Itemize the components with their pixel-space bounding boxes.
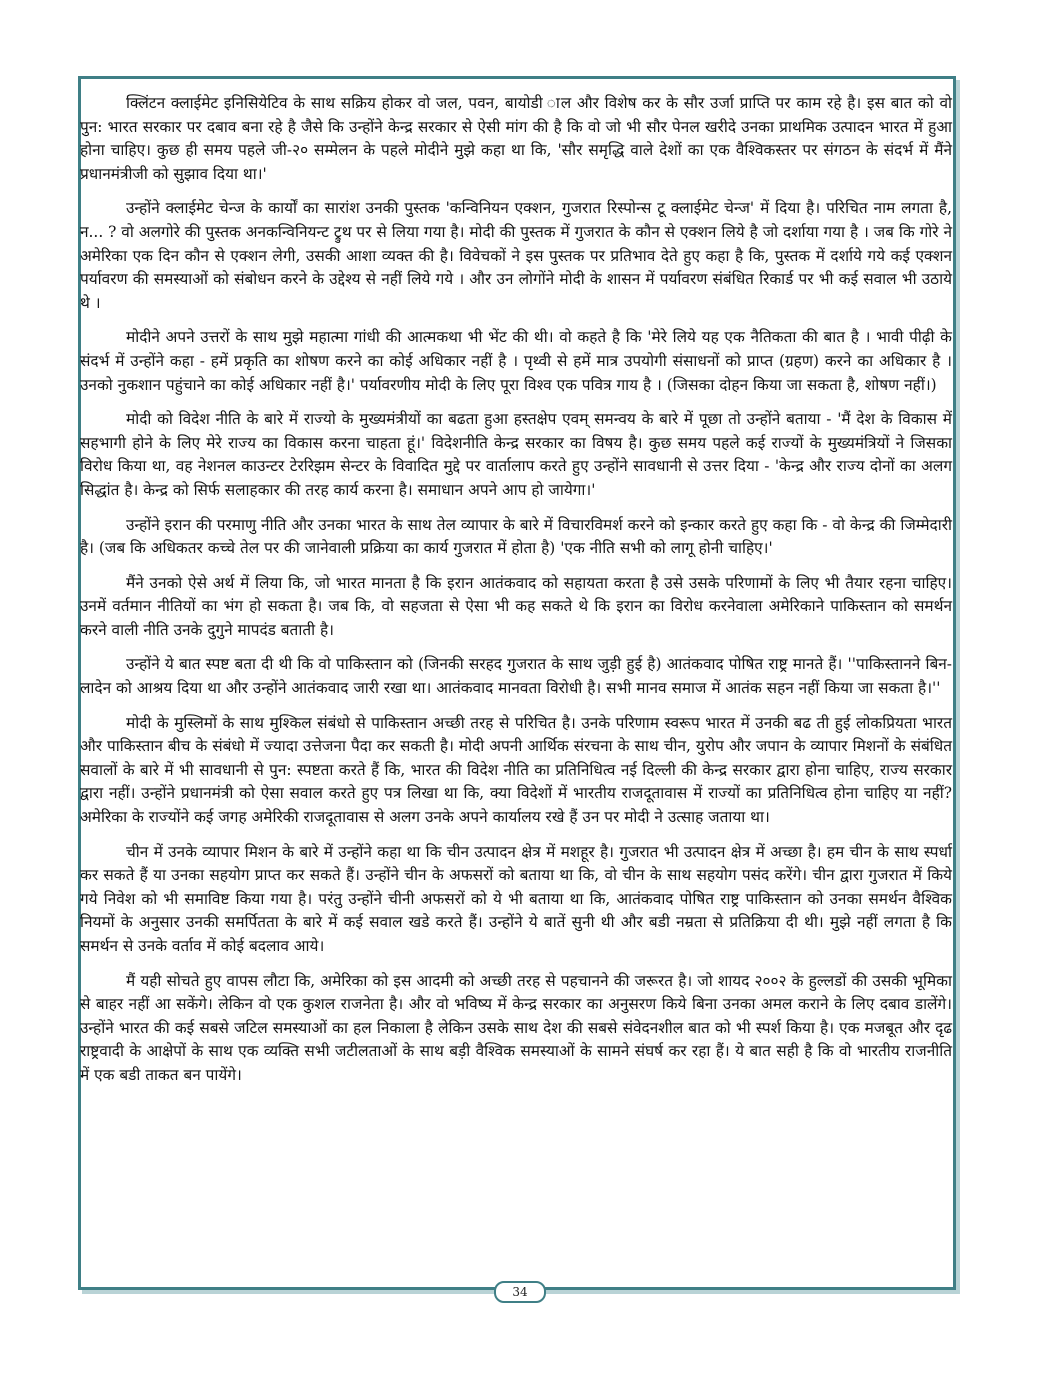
paragraph: मैंने उनको ऐसे अर्थ में लिया कि, जो भारत मानता है कि इरान आतंकवाद को सहायता करता है उसे उसके परिणामों के लिए भी तैयार रहना चाहिए। उनमें वर्तमान नीतियों का भंग हो सकता है। जब कि, वो सहजता से ऐसा भी कह सकते थे कि इरान का विरोध करनेवाला अमेरिकाने पाकिस्तान को समर्थन करने वाली नीति उनके दुगुने मापदंड बताती है।: [80, 573, 952, 639]
paragraph: उन्होंने इरान की परमाणु नीति और उनका भारत के साथ तेल व्यापार के बारे में विचारविमर्श करने को इन्कार करते हुए कहा कि - वो केन्द्र की जिम्मेदारी है। (जब कि अधिकतर कच्चे तेल पर की जानेवाली प्रक्रिया का कार्य गुजरात में होता है) 'एक नीति सभी को लागू होनी चाहिए।': [80, 515, 952, 558]
paragraph: मोदी को विदेश नीति के बारे में राज्यो के मुख्यमंत्रीयों का बढता हुआ हस्तक्षेप एवम् समन्वय के बारे में पूछा तो उन्होंने बताया - 'मैं देश के विकास में सहभागी होने के लिए मेरे राज्य का विकास करना चाहता हूं।' विदेशनीति केन्द्र सरकार का विषय है। कुछ समय पहले कई राज्यों के मुख्यमंत्रियों ने जिसका विरोध किया था, वह नेशनल काउन्टर टेररिझम सेन्टर के विवादित मुद्दे पर वार्तालाप करते हुए उन्होंने सावधानी से उत्तर दिया - 'केन्द्र और राज्य दोनों का अलग सिद्धांत है। केन्द्र को सिर्फ सलाहकार की तरह कार्य करना है। समाधान अपने आप हो जायेगा।': [80, 410, 952, 499]
paragraph: क्लिंटन क्लाईमेट इनिसियेटिव के साथ सक्रिय होकर वो जल, पवन, बायोडी ाल और विशेष कर के सौर उर्जा प्राप्ति पर काम रहे है। इस बात को वो पुन: भारत सरकार पर दबाव बना रहे है जैसे कि उन्होंने केन्द्र सरकार से ऐसी मांग की है कि वो जो भी सौर पेनल खरीदे उनका प्राथमिक उत्पादन भारत में हुआ होना चाहिए। कुछ ही समय पहले जी-२० सम्मेलन के पहले मोदीने मुझे कहा था कि, 'सौर समृद्धि वाले देशों का एक वैश्विकस्तर पर संगठन के संदर्भ में मैंने प्रधानमंत्रीजी को सुझाव दिया था।': [80, 94, 952, 183]
paragraph: चीन में उनके व्यापार मिशन के बारे में उन्होंने कहा था कि चीन उत्पादन क्षेत्र में मशहूर है। गुजरात भी उत्पादन क्षेत्र में अच्छा है। हम चीन के साथ स्पर्धा कर सकते हैं या उनका सहयोग प्राप्त कर सकते हैं। उन्होंने चीन के अफसरों को बताया था कि, वो चीन के साथ सहयोग पसंद करेंगे। चीन द्वारा गुजरात में किये गये निवेश को भी समाविष्ट किया गया है। परंतु उन्होंने चीनी अफसरों को ये भी बताया था कि, आतंकवाद पोषित राष्ट्र पाकिस्तान को उनका समर्थन वैश्विक नियमों के अनुसार उनकी समर्पितता के बारे में कई सवाल खडे करते हैं। उन्होंने ये बातें सुनी थी और बडी नम्रता से प्रतिक्रिया दी थी। मुझे नहीं लगता है कि समर्थन से उनके वर्ताव में कोई बदलाव आये।: [80, 842, 952, 955]
paragraph: मैं यही सोचते हुए वापस लौटा कि, अमेरिका को इस आदमी को अच्छी तरह से पहचानने की जरूरत है। जो शायद २००२ के हुल्लडों की उसकी भूमिका से बाहर नहीं आ सकेंगे। लेकिन वो एक कुशल राजनेता है। और वो भविष्य में केन्द्र सरकार का अनुसरण किये बिना उनका अमल कराने के लिए दबाव डालेंगे। उन्होंने भारत की कई सबसे जटिल समस्याओं का हल निकाला है लेकिन उसके साथ देश की सबसे संवेदनशील बात को भी स्पर्श किया है। एक मजबूत और दृढ राष्ट्रवादी के आक्षेपों के साथ एक व्यक्ति सभी जटीलताओं के साथ बड़ी वैश्विक समस्याओं के सामने संघर्ष कर रहा हैं। ये बात सही है कि वो भारतीय राजनीति में एक बडी ताकत बन पायेंगे।: [80, 971, 952, 1084]
paragraph: मोदीने अपने उत्तरों के साथ मुझे महात्मा गांधी की आत्मकथा भी भेंट की थी। वो कहते है कि 'मेरे लिये यह एक नैतिकता की बात है । भावी पीढ़ी के संदर्भ में उन्होंने कहा - हमें प्रकृति का शोषण करने का कोई अधिकार नहीं है । पृथ्वी से हमें मात्र उपयोगी संसाधनों को प्राप्त (ग्रहण) करने का अधिकार है । उनको नुकशान पहुंचाने का कोई अधिकार नहीं है।' पर्यावरणीय मोदी के लिए पूरा विश्व एक पवित्र गाय है । (जिसका दोहन किया जा सकता है, शोषण नहीं।): [80, 328, 952, 394]
paragraph: उन्होंने ये बात स्पष्ट बता दी थी कि वो पाकिस्तान को (जिनकी सरहद गुजरात के साथ जुड़ी हुई है) आतंकवाद पोषित राष्ट्र मानते हैं। ''पाकिस्तानने बिन-लादेन को आश्रय दिया था और उन्होंने आतंकवाद जारी रखा था। आतंकवाद मानवता विरोधी है। सभी मानव समाज में आतंक सहन नहीं किया जा सकता है।'': [80, 655, 952, 698]
paragraph: उन्होंने क्लाईमेट चेन्ज के कार्यों का सारांश उनकी पुस्तक 'कन्विनियन एक्शन, गुजरात रिस्पोन्स टू क्लाईमेट चेन्ज' में दिया है। परिचित नाम लगता है, न... ? वो अलगोरे की पुस्तक अनकन्विनियन्ट ट्रुथ पर से लिया गया है। मोदी की पुस्तक में गुजरात के कौन से एक्शन लिये है जो दर्शाया गया है । जब कि गोरे ने अमेरिका एक दिन कौन से एक्शन लेगी, उसकी आशा व्यक्त की है। विवेचकों ने इस पुस्तक पर प्रतिभाव देते हुए कहा है कि, पुस्तक में दर्शाये गये कई एक्शन पर्यावरण की समस्याओं को संबोधन करने के उद्देश्य से नहीं लिये गये । और उन लोगोंने मोदी के शासन में पर्यावरण संबंधित रिकार्ड पर भी कई सवाल भी उठाये थे ।: [80, 199, 952, 312]
page-number: 34: [494, 1281, 546, 1303]
paragraph: मोदी के मुस्लिमों के साथ मुश्किल संबंधो से पाकिस्तान अच्छी तरह से परिचित है। उनके परिणाम स्वरूप भारत में उनकी बढ ती हुई लोकप्रियता भारत और पाकिस्तान बीच के संबंधो में ज्यादा उत्तेजना पैदा कर सकती है। मोदी अपनी आर्थिक संरचना के साथ चीन, युरोप और जपान के व्यापार मिशनों के संबंधित सवालों के बारे में भी सावधानी से पुन: स्पष्टता करते हैं कि, भारत की विदेश नीति का प्रतिनिधित्व नई दिल्ली की केन्द्र सरकार द्वारा होना चाहिए, राज्य सरकार द्वारा नहीं। उन्होंने प्रधानमंत्री को ऐसा सवाल करते हुए पत्र लिखा था कि, क्या विदेशों में भारतीय राजदूतावास में राज्यों का प्रतिनिधित्व होना चाहिए या नहीं? अमेरिका के राज्योंने कई जगह अमेरिकी राजदूतावास से अलग उनके अपने कार्यालय रखे हैं उन पर मोदी ने उत्साह जताया था।: [80, 713, 952, 827]
article-body: [80, 92, 952, 1099]
